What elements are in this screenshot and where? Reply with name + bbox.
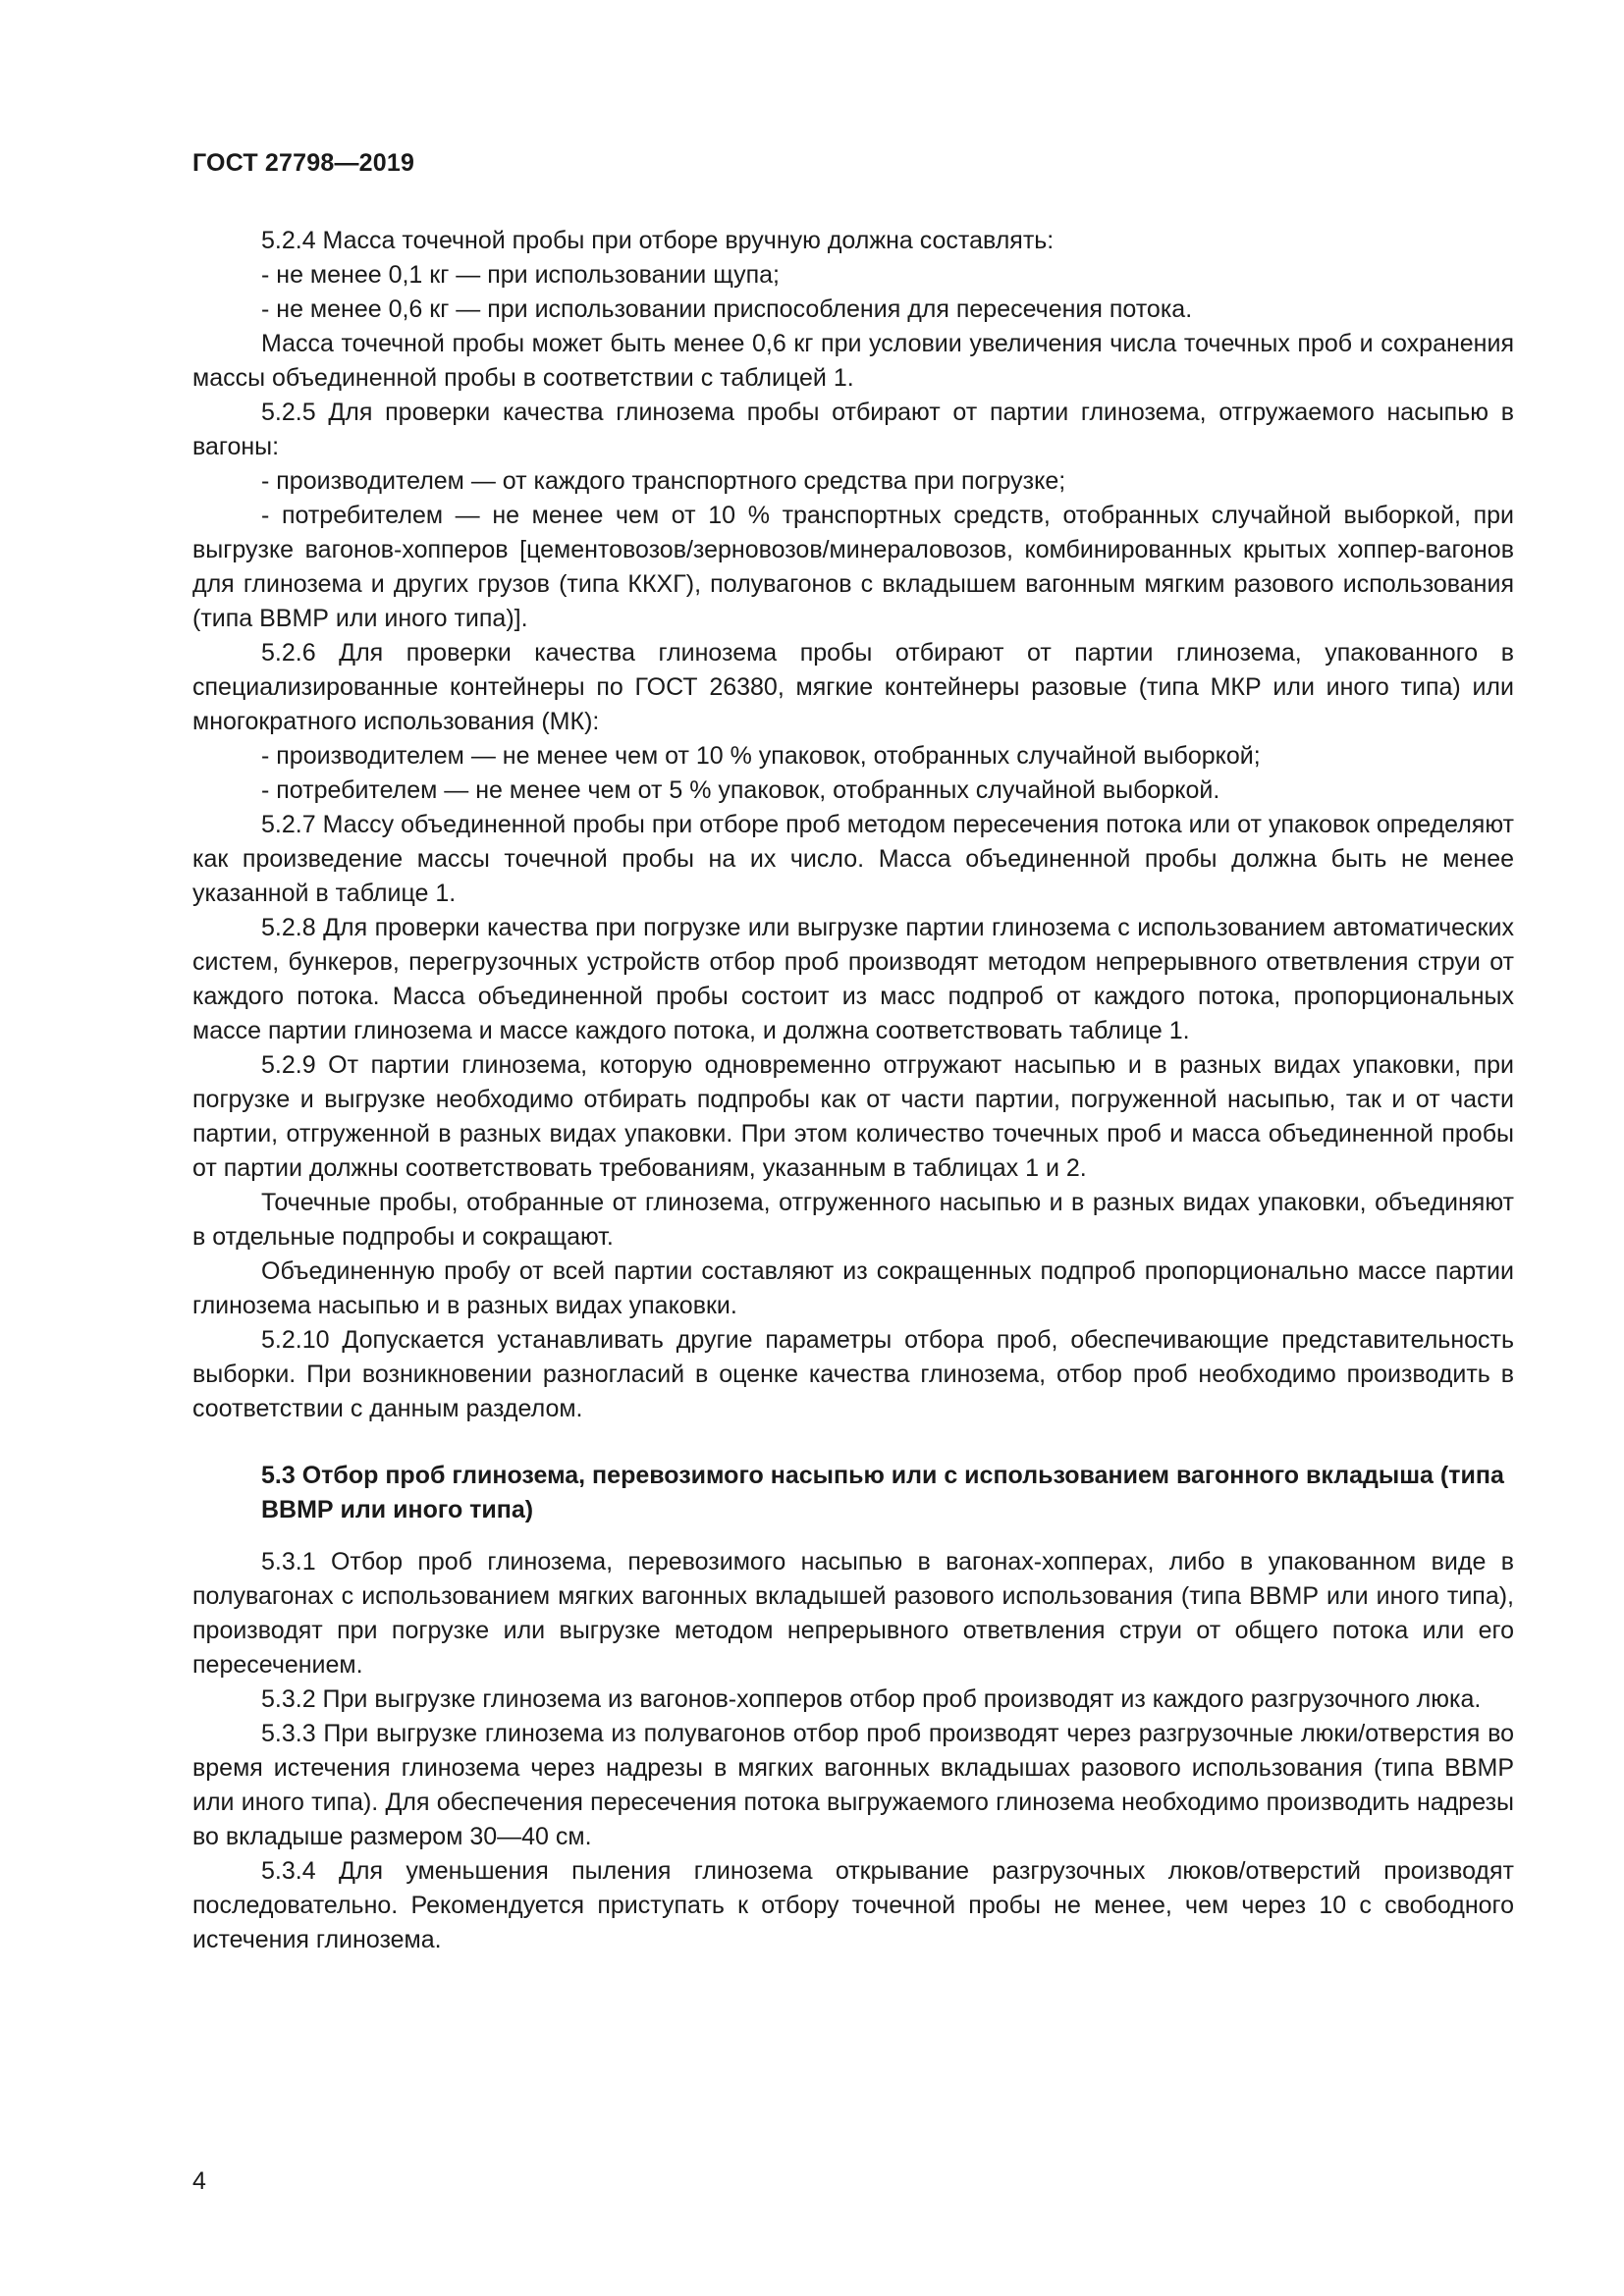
body-text xyxy=(192,224,1514,1957)
paragraph-5-2-7: 5.2.7 Массу объединенной пробы при отборе проб методом пересечения потока или от упаковок определяют как произведение массы точечной пробы на их число. Масса объединенной пробы должна быть не менее указанной в таблице 1. xyxy=(192,811,1514,907)
paragraph-5-2-10: 5.2.10 Допускается устанавливать другие параметры отбора проб, обеспечивающие представительность выборки. При возникновении разногласий в оценке качества глинозема, отбор проб необходимо производить в соответствии с данным разделом. xyxy=(192,1326,1514,1422)
paragraph-5-3-4: 5.3.4 Для уменьшения пыления глинозема открывание разгрузочных люков/отверстий производят последовательно. Рекомендуется приступать к отбору точечной пробы не менее, чем через 10 с свободного истечения глинозема. xyxy=(192,1857,1514,1953)
paragraph-5-2-5: 5.2.5 Для проверки качества глинозема пробы отбирают от партии глинозема, отгружаемого насыпью в вагоны: xyxy=(192,399,1514,460)
paragraph: Точечные пробы, отобранные от глинозема, отгруженного насыпью и в разных видах упаковки, объединяют в отдельные подпробы и сокращают. xyxy=(192,1189,1514,1251)
paragraph: Масса точечной пробы может быть менее 0,6 кг при условии увеличения числа точечных проб и сохранения массы объединенной пробы в соответствии с таблицей 1. xyxy=(192,330,1514,392)
section-heading-5-3: 5.3 Отбор проб глинозема, перевозимого насыпью или с использованием вагонного вкладыша (типа ВВМР или иного типа) xyxy=(261,1462,1504,1523)
paragraph: Объединенную пробу от всей партии составляют из сокращенных подпроб пропорционально массе партии глинозема насыпью и в разных видах упаковки. xyxy=(192,1257,1514,1319)
paragraph-5-3-3: 5.3.3 При выгрузке глинозема из полувагонов отбор проб производят через разгрузочные люки/отверстия во время истечения глинозема через надрезы в мягких вагонных вкладышах разового использования (типа ВВМР или иного типа). Для обеспечения пересечения потока выгружаемого глинозема необходимо производить надрезы во вкладыше размером 30—40 см. xyxy=(192,1720,1514,1850)
paragraph-5-2-8: 5.2.8 Для проверки качества при погрузке или выгрузке партии глинозема с использованием автоматических систем, бункеров, перегрузочных устройств отбор проб производят методом непрерывного ответвления струи от каждого потока. Масса объединенной пробы состоит из масс подпроб от каждого потока, пропорциональных массе партии глинозема и массе каждого потока, и должна соответствовать таблице 1. xyxy=(192,914,1514,1044)
paragraph-5-3-2: 5.3.2 При выгрузке глинозема из вагонов-хопперов отбор проб производят из каждого разгрузочного люка. xyxy=(261,1685,1482,1713)
list-item: - не менее 0,1 кг — при использовании щупа; xyxy=(261,261,780,289)
list-item: - производителем — от каждого транспортного средства при погрузке; xyxy=(261,467,1066,495)
paragraph-5-2-6: 5.2.6 Для проверки качества глинозема пробы отбирают от партии глинозема, упакованного в специализированные контейнеры по ГОСТ 26380, мягкие контейнеры разовые (типа МКР или иного типа) или многократного использования (МК): xyxy=(192,639,1514,735)
list-item: - производителем — не менее чем от 10 % упаковок, отобранных случайной выборкой; xyxy=(261,742,1261,770)
list-item: - не менее 0,6 кг — при использовании приспособления для пересечения потока. xyxy=(261,295,1193,323)
page-number: 4 xyxy=(192,2167,206,2195)
paragraph-5-2-4: 5.2.4 Масса точечной пробы при отборе вручную должна составлять: xyxy=(261,227,1055,254)
standard-designation: ГОСТ 27798—2019 xyxy=(192,149,415,177)
paragraph-5-3-1: 5.3.1 Отбор проб глинозема, перевозимого насыпью в вагонах-хопперах, либо в упакованном виде в полувагонах с использованием мягких вагонных вкладышей разового использования (типа ВВМР или иного типа), производят при погрузке или выгрузке методом непрерывного ответвления струи от общего потока или его пересечением. xyxy=(192,1548,1514,1679)
list-item: - потребителем — не менее чем от 5 % упаковок, отобранных случайной выборкой. xyxy=(261,776,1220,804)
list-item: - потребителем — не менее чем от 10 % транспортных средств, отобранных случайной выборкой, при выгрузке вагонов-хопперов [цементовозов/зерновозов/минераловозов, комбинированных крытых хоппер-вагонов для глинозема и других грузов (типа ККХГ), полувагонов с вкладышем вагонным мягким разового использования (типа ВВМР или иного типа)]. xyxy=(192,502,1514,632)
paragraph-5-2-9: 5.2.9 От партии глинозема, которую одновременно отгружают насыпью и в разных видах упаковки, при погрузке и выгрузке необходимо отбирать подпробы как от части партии, погруженной насыпью, так и от части партии, отгруженной в разных видах упаковки. При этом количество точечных проб и масса объединенной пробы от партии должны соответствовать требованиям, указанным в таблицах 1 и 2. xyxy=(192,1051,1514,1182)
